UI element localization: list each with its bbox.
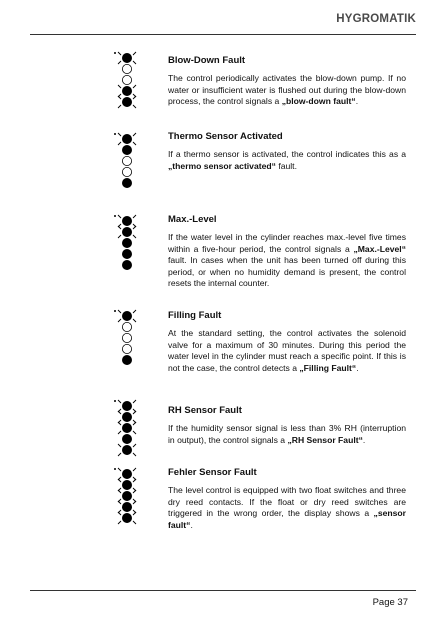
led-blink [122, 401, 131, 410]
led-indicator-thermo-sensor [112, 131, 142, 193]
footer-rule [30, 590, 416, 591]
led-on [122, 238, 131, 247]
led-indicator-filling-fault [112, 308, 142, 370]
page-number: Page 37 [372, 597, 408, 608]
led-indicator-max-level [112, 213, 142, 275]
led-column [112, 213, 142, 275]
fault-title: Thermo Sensor Activated [168, 131, 283, 142]
fault-description: The level control is equipped with two float switches and three dry reed contacts. If the float or dry reed switches are triggered in the wrong order, the display shows a „sensor fault“. [168, 485, 406, 530]
led-corner-mark [114, 133, 116, 135]
fault-title: RH Sensor Fault [168, 405, 242, 416]
led-blink [122, 502, 131, 511]
led-column [112, 131, 142, 193]
led-corner-mark [114, 310, 116, 312]
led-column [112, 398, 142, 460]
led-blink [122, 513, 131, 522]
led-blink [122, 227, 131, 236]
led-blink [122, 97, 131, 106]
led-blink [122, 53, 131, 62]
led-blink [122, 134, 131, 143]
led-corner-mark [114, 215, 116, 217]
led-on [122, 434, 131, 443]
led-blink [122, 480, 131, 489]
led-off [122, 344, 131, 353]
led-off [122, 333, 131, 342]
led-blink [122, 469, 131, 478]
led-blink [122, 311, 131, 320]
led-on [122, 178, 131, 187]
led-off [122, 167, 131, 176]
led-blink [122, 445, 131, 454]
fault-section-sensor-fault [168, 467, 406, 531]
fault-section-blow-down [168, 55, 406, 108]
led-on [122, 145, 131, 154]
fault-description: If the humidity sensor signal is less than 3% RH (interruption in output), the control signals a „RH Sensor Fault“. [168, 423, 406, 445]
led-blink [122, 412, 131, 421]
led-on [122, 260, 131, 269]
led-corner-mark [114, 52, 116, 54]
led-column [112, 50, 142, 112]
led-blink [122, 491, 131, 500]
fault-description: If a thermo sensor is activated, the control indicates this as a „thermo sensor activated“ fault. [168, 149, 406, 171]
led-off [122, 75, 131, 84]
led-indicator-rh-sensor [112, 398, 142, 460]
brand-logo: HYGROMATIK [336, 13, 416, 25]
led-indicator-blow-down [112, 50, 142, 112]
led-indicator-sensor-fault [112, 466, 142, 528]
fault-section-filling-fault [168, 310, 406, 374]
fault-description: The control periodically activates the blow-down pump. If no water or insufficient water is flushed out during the blow-down process, the control signals a „blow-down fault“. [168, 73, 406, 107]
led-off [122, 64, 131, 73]
led-column [112, 466, 142, 528]
led-off [122, 322, 131, 331]
led-blink [122, 423, 131, 432]
led-corner-mark [114, 468, 116, 470]
led-off [122, 156, 131, 165]
led-blink [122, 86, 131, 95]
fault-section-rh-sensor [168, 405, 406, 446]
fault-title: Filling Fault [168, 310, 222, 321]
led-on [122, 355, 131, 364]
led-corner-mark [114, 400, 116, 402]
fault-title: Fehler Sensor Fault [168, 467, 257, 478]
led-column [112, 308, 142, 370]
fault-section-max-level [168, 214, 406, 290]
fault-description: At the standard setting, the control activates the solenoid valve for a maximum of 30 minutes. During this period the water level in the cylinder must reach a specific point. If this is not the case, the control detects a „Filling Fault“. [168, 328, 406, 373]
led-on [122, 249, 131, 258]
fault-title: Max.-Level [168, 214, 217, 225]
led-blink [122, 216, 131, 225]
fault-section-thermo-sensor [168, 131, 406, 172]
fault-title: Blow-Down Fault [168, 55, 246, 66]
header-rule [30, 34, 416, 35]
fault-description: If the water level in the cylinder reaches max.-level five times within a five-hour period, the control signals a „Max.-Level“ fault. In cases when the unit has been turned off during this period, or when no humidity demand is present, the control resets the internal counter. [168, 232, 406, 289]
